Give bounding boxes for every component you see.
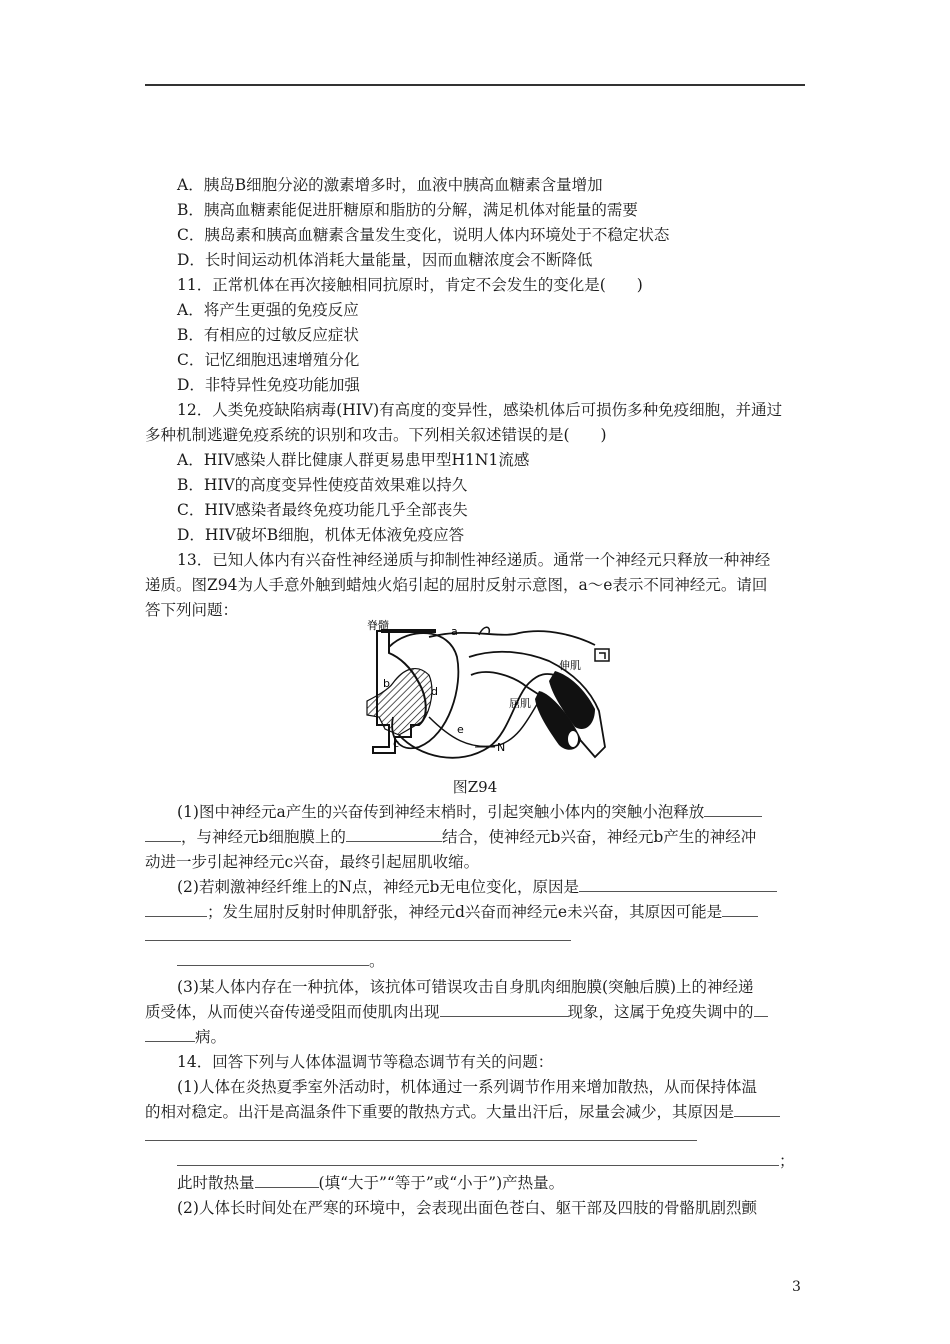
q11-option-a: A．将产生更强的免疫反应 [177,301,359,319]
label-b: b [383,677,390,690]
q13-stem-line2: 递质。图Z94为人手意外触到蜡烛火焰引起的屈肘反射示意图，a～e表示不同神经元。请回 [145,576,768,594]
q13-part1-line2: ，与神经元b细胞膜上的 结合，使神经元b兴奋，神经元b产生的神经冲 [145,827,807,847]
blank-6[interactable] [754,1002,768,1017]
q14-part1-line2: 的相对稳定。出汗是高温条件下重要的散热方式。大量出汗后，尿量会减少，其原因是 [145,1102,807,1122]
q10-option-b: B．胰高血糖素能促进肝糖原和脂肪的分解，满足机体对能量的需要 [177,201,638,219]
q14-part2-line1: (2)人体长时间处在严寒的环境中，会表现出面色苍白、躯干部及四肢的骨骼肌剧烈颤 [177,1199,757,1217]
figure-caption: 图Z94 [452,778,498,796]
label-e: e [457,723,464,736]
header-rule [145,84,805,86]
q14-part1-line1: (1)人体在炎热夏季室外活动时，机体通过一系列调节作用来增加散热，从而保持体温 [177,1078,757,1096]
blank-2[interactable] [346,827,442,842]
page-number: 3 [792,1279,801,1295]
label-d: d [431,685,438,698]
label-n: N [497,741,506,754]
q12-option-c: C．HIV感染者最终免疫功能几乎全部丧失 [177,501,468,519]
blank-7[interactable] [734,1102,780,1117]
q14-stem: 14．回答下列与人体体温调节等稳态调节有关的问题： [177,1053,554,1071]
label-extensor: 伸肌 [559,659,581,672]
q13-stem-line3: 答下列问题： [145,601,239,619]
q12-option-a: A．HIV感染人群比健康人群更易患甲型H1N1流感 [177,451,530,469]
label-a: a [451,625,458,638]
reflex-arc-figure [359,617,611,777]
q11-option-b: B．有相应的过敏反应症状 [177,326,359,344]
q13-part1-line1: (1)图中神经元a产生的兴奋传到神经末梢时，引起突触小体内的突触小泡释放 [177,802,839,822]
q12-option-b: B．HIV的高度变异性使疫苗效果难以持久 [177,476,468,494]
q12-option-d: D．HIV破坏B细胞，机体无体液免疫应答 [177,526,465,544]
q11-stem: 11．正常机体在再次接触相同抗原时，肯定不会发生的变化是( ) [177,276,643,294]
q14-part1-line3: ； [177,1151,839,1171]
blank-7-end[interactable] [177,1151,779,1166]
blank-6-cont[interactable] [145,1027,195,1042]
q13-part1-line3: 动进一步引起神经元c兴奋，最终引起屈肌收缩。 [145,853,480,871]
q11-option-d: D．非特异性免疫功能加强 [177,376,360,394]
blank-4-end[interactable] [177,951,369,966]
blank-8[interactable] [255,1173,319,1188]
q10-option-c: C．胰岛素和胰高血糖素含量发生变化，说明人体内环境处于不稳定状态 [177,226,670,244]
q13-stem-line1: 13．已知人体内有兴奋性神经递质与抑制性神经递质。通常一个神经元只释放一种神经 [177,551,771,569]
q13-part2-line2: ；发生屈肘反射时伸肌舒张，神经元d兴奋而神经元e未兴奋，其原因可能是 [145,902,807,922]
blank-4[interactable] [722,902,758,917]
blank-3-cont[interactable] [145,902,207,917]
flame-box [595,649,609,661]
q10-option-d: D．长时间运动机体消耗大量能量，因而血糖浓度会不断降低 [177,251,593,269]
q13-part3-line2: 质受体，从而使兴奋传递受阻而使肌肉出现 现象，这属于免疫失调中的 [145,1002,807,1022]
blank-1[interactable] [704,802,762,817]
label-c: c [393,737,400,750]
blank-4-cont[interactable] [145,926,571,941]
q11-option-c: C．记忆细胞迅速增殖分化 [177,351,360,369]
q12-stem-line2: 多种机制逃避免疫系统的识别和攻击。下列相关叙述错误的是( ) [145,426,607,444]
q13-part3-line1: (3)某人体内存在一种抗体，该抗体可错误攻击自身肌肉细胞膜(突触后膜)上的神经递 [177,978,754,996]
q12-stem-line1: 12．人类免疫缺陷病毒(HIV)有高度的变异性，感染机体后可损伤多种免疫细胞，并通过 [177,401,783,419]
blank-5[interactable] [440,1002,568,1017]
q13-part3-line3: 病。 [145,1027,807,1047]
label-spine: 脊髓 [367,619,389,632]
q10-option-a: A．胰岛B细胞分泌的激素增多时，血液中胰高血糖素含量增加 [177,176,603,194]
q13-part2-end: 。 [177,951,839,971]
blank-7-cont[interactable] [145,1126,697,1141]
blank-1-cont[interactable] [145,827,181,842]
q13-part2-line1: (2)若刺激神经纤维上的N点，神经元b无电位变化，原因是 [177,877,839,897]
label-flexor: 屈肌 [509,697,531,710]
blank-3[interactable] [579,877,777,892]
q14-part1-line4: 此时散热量 (填“大于”“等于”或“小于”)产热量。 [177,1174,565,1192]
